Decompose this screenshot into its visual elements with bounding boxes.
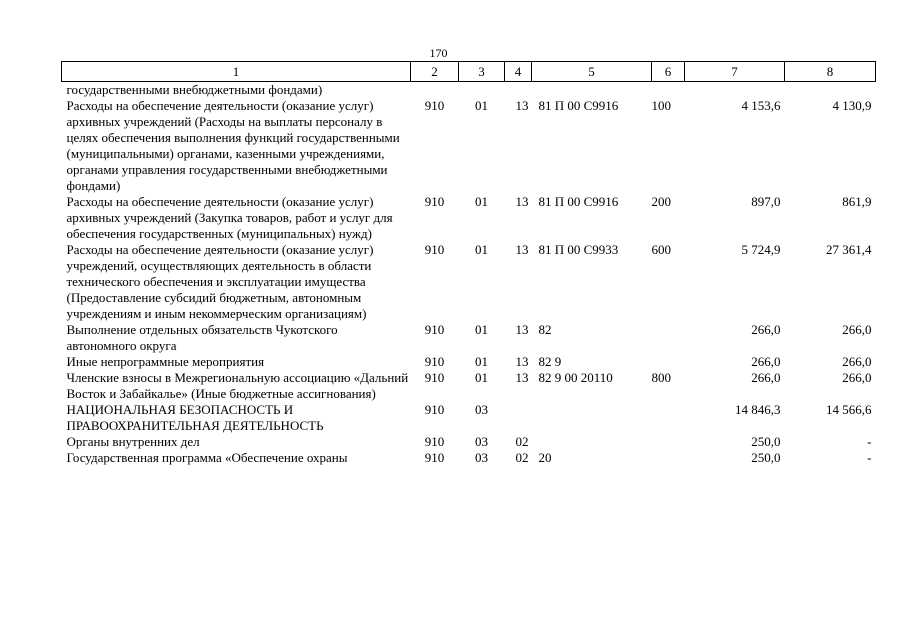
row-csr: 81 П 00 С9916 [538, 194, 619, 209]
table-row [62, 322, 876, 354]
row-sum1 [685, 82, 785, 99]
row-sum1: 266,0 [751, 370, 781, 385]
row-vr [652, 354, 685, 370]
table-row [62, 98, 876, 194]
header-col-5: 5 [532, 62, 652, 82]
header-col-1: 1 [62, 62, 411, 82]
row-pr: 13 [515, 354, 529, 369]
row-sum1: 14 846,3 [735, 402, 781, 417]
budget-table [61, 61, 876, 466]
page-number: 170 [429, 46, 448, 60]
row-rz: 01 [475, 194, 488, 209]
row-sum1: 250,0 [751, 450, 781, 465]
row-name: Расходы на обеспечение деятельности (оказание услуг) архивных учреждений (Расходы на выплаты персоналу в целях обеспечения выполнения функций государственными (муниципальными) органами, казенными учреждениями, органами управления государственными внебюджетными фондами) [66, 98, 400, 193]
row-csr: 20 [538, 450, 552, 465]
header-col-4: 4 [505, 62, 532, 82]
row-name: Государственная программа «Обеспечение охраны [66, 450, 348, 465]
row-name: Членские взносы в Межрегиональную ассоциацию «Дальний Восток и Забайкалье» (Иные бюджетные ассигнования) [66, 370, 409, 401]
row-csr: 81 П 00 С9933 [538, 242, 619, 257]
row-rz: 01 [475, 370, 488, 385]
row-name: государственными внебюджетными фондами) [66, 82, 323, 97]
row-sum1: 4 153,6 [741, 98, 781, 113]
row-sum2: 861,9 [842, 194, 872, 209]
row-name: Иные непрограммные мероприятия [66, 354, 265, 369]
row-csr: 82 [538, 322, 552, 337]
row-ved: 910 [424, 322, 445, 337]
row-vr [652, 434, 685, 450]
row-csr [532, 402, 652, 434]
row-ved: 910 [424, 354, 445, 369]
table-row [62, 370, 876, 402]
header-col-6: 6 [652, 62, 685, 82]
row-name: Органы внутренних дел [66, 434, 200, 449]
row-pr: 13 [515, 194, 529, 209]
table-row [62, 242, 876, 322]
table-row [62, 434, 876, 450]
row-sum1: 266,0 [751, 354, 781, 369]
row-sum2: - [867, 450, 872, 465]
row-sum1: 897,0 [751, 194, 781, 209]
table-row [62, 194, 876, 242]
row-vr: 800 [651, 370, 671, 385]
row-pr: 13 [515, 242, 529, 257]
row-ved: 910 [424, 370, 445, 385]
row-pr: 02 [515, 434, 529, 449]
row-vr [652, 322, 685, 354]
table-row [62, 402, 876, 434]
row-ved: 910 [424, 98, 445, 113]
table-header [62, 62, 876, 82]
row-csr: 81 П 00 С9916 [538, 98, 619, 113]
row-vr [652, 82, 685, 99]
row-pr: 13 [515, 98, 529, 113]
row-ved: 910 [424, 450, 445, 465]
row-pr: 02 [515, 450, 529, 465]
row-sum2: - [867, 434, 872, 449]
row-vr: 200 [651, 194, 671, 209]
header-col-3: 3 [459, 62, 505, 82]
table-row [62, 82, 876, 99]
row-vr [652, 402, 685, 434]
row-csr: 82 9 [538, 354, 562, 369]
row-vr: 600 [651, 242, 671, 257]
row-ved: 910 [424, 434, 445, 449]
header-col-2: 2 [411, 62, 459, 82]
row-sum1: 5 724,9 [741, 242, 781, 257]
row-csr [532, 82, 652, 99]
row-csr: 82 9 00 20110 [538, 370, 613, 385]
row-rz: 03 [475, 402, 488, 417]
row-pr: 13 [515, 370, 529, 385]
row-sum2: 266,0 [842, 370, 872, 385]
row-sum2: 4 130,9 [832, 98, 872, 113]
row-rz: 01 [475, 322, 488, 337]
header-col-7: 7 [685, 62, 785, 82]
row-csr [532, 434, 652, 450]
header-col-8: 8 [785, 62, 876, 82]
row-ved: 910 [424, 242, 445, 257]
row-pr [505, 82, 532, 99]
row-rz: 01 [475, 354, 488, 369]
row-sum2 [785, 82, 876, 99]
row-sum2: 14 566,6 [826, 402, 872, 417]
table-body [62, 82, 876, 467]
table-row [62, 450, 876, 466]
row-sum1: 250,0 [751, 434, 781, 449]
row-rz [459, 82, 505, 99]
row-sum2: 266,0 [842, 354, 872, 369]
row-rz: 01 [475, 98, 488, 113]
row-rz: 03 [475, 450, 488, 465]
row-pr [505, 402, 532, 434]
row-ved [411, 82, 459, 99]
row-name: Расходы на обеспечение деятельности (оказание услуг) учреждений, осуществляющих деятельность в области технического обеспечения и эксплуатации имущества (Предоставление субсидий бюджетным, автономным учреждениям и иным некоммерческим организациям) [66, 242, 374, 321]
row-sum2: 266,0 [842, 322, 872, 337]
row-name: НАЦИОНАЛЬНАЯ БЕЗОПАСНОСТЬ И ПРАВООХРАНИТЕЛЬНАЯ ДЕЯТЕЛЬНОСТЬ [66, 402, 324, 433]
row-name: Расходы на обеспечение деятельности (оказание услуг) архивных учреждений (Закупка товаров, работ и услуг для обеспечения государственных (муниципальных) нужд) [66, 194, 393, 241]
table-row [62, 354, 876, 370]
row-rz: 01 [475, 242, 488, 257]
row-vr [652, 450, 685, 466]
row-ved: 910 [424, 402, 445, 417]
row-ved: 910 [424, 194, 445, 209]
header-row [62, 62, 876, 82]
row-name: Выполнение отдельных обязательств Чукотского автономного округа [66, 322, 338, 353]
row-vr: 100 [651, 98, 671, 113]
row-sum2: 27 361,4 [826, 242, 872, 257]
row-sum1: 266,0 [751, 322, 781, 337]
row-pr: 13 [515, 322, 529, 337]
row-rz: 03 [475, 434, 488, 449]
